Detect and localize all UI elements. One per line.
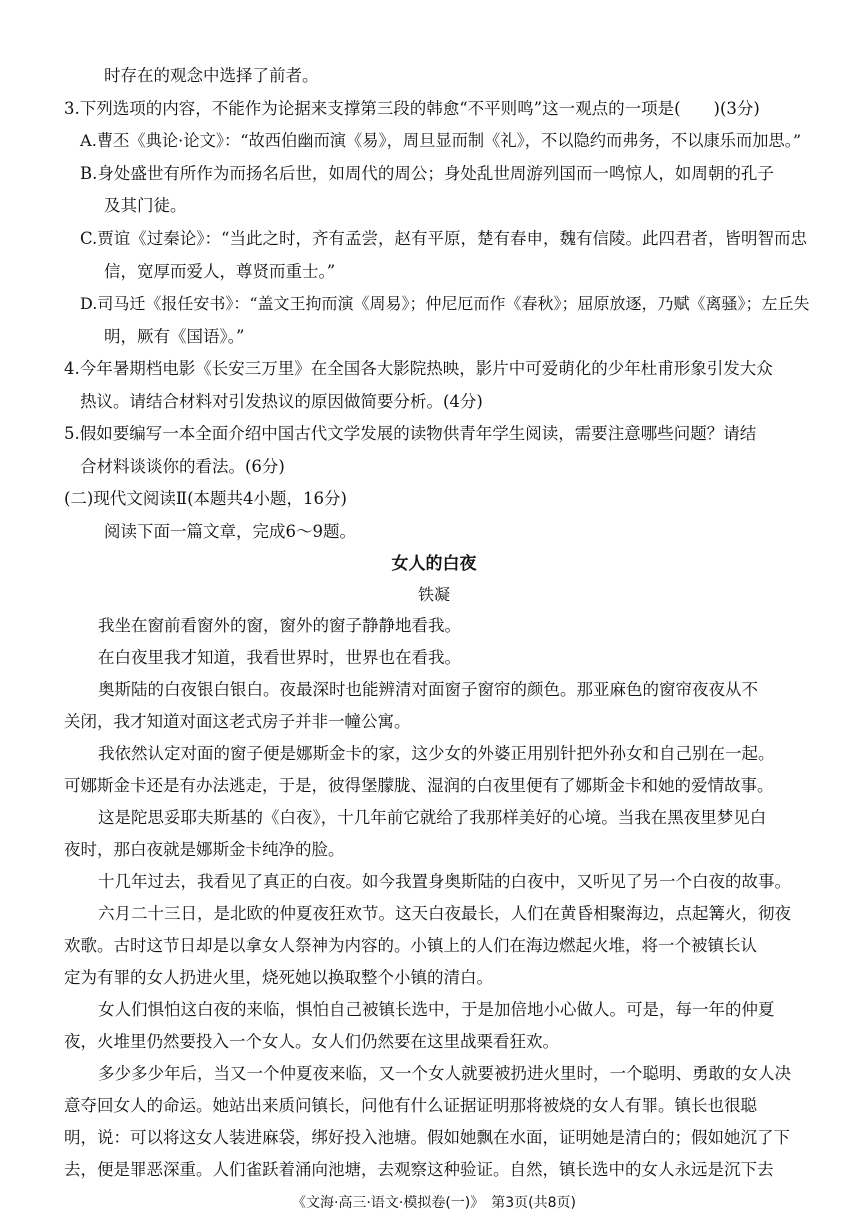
paragraph-line: 关闭，我才知道对面这老式房子并非一幢公寓。	[64, 712, 411, 731]
article-author: 铁凝	[417, 585, 450, 604]
paragraph-line: 奥斯陆的白夜银白银白。夜最深时也能辨清对面窗子窗帘的颜色。那亚麻色的窗帘夜夜从不	[98, 680, 758, 699]
page-footer: 《文海·高三·语文·模拟卷(一)》 第3页(共8页)	[291, 1195, 576, 1211]
paragraph-line: 我依然认定对面的窗子便是娜斯金卡的家，这少女的外婆正用别针把外孙女和自己别在一起。	[98, 744, 775, 763]
question-4: 4.今年暑期档电影《长安三万里》在全国各大影院热映，影片中可爱萌化的少年杜甫形象引发大众	[64, 359, 773, 378]
paragraph-line: 十几年过去，我看见了真正的白夜。如今我置身奥斯陆的白夜中，又听见了另一个白夜的故事。	[98, 872, 791, 891]
section-heading: (二)现代文阅读Ⅱ(本题共4小题，16分)	[64, 489, 347, 508]
option-c: C.贾谊《过秦论》：“当此之时，齐有孟尝，赵有平原，楚有春申，魏有信陵。此四君者，皆明智而忠	[80, 229, 807, 248]
paragraph-line: 六月二十三日，是北欧的仲夏夜狂欢节。这天白夜最长，人们在黄昏相聚海边，点起篝火，彻夜	[98, 904, 791, 923]
paragraph-line: 欢歌。古时这节日却是以拿女人祭神为内容的。小镇上的人们在海边燃起火堆，将一个被镇长认	[64, 936, 757, 955]
option-d: D.司马迁《报任安书》：“盖文王拘而演《周易》；仲尼厄而作《春秋》；屈原放逐，乃赋《离骚》；左丘失	[80, 294, 810, 313]
paragraph-line: 定为有罪的女人扔进火里，烧死她以换取整个小镇的清白。	[64, 968, 493, 987]
option-c-cont: 信，宽厚而爱人，尊贤而重士。”	[104, 262, 336, 281]
paragraph-line: 夜，火堆里仍然要投入一个女人。女人们仍然要在这里战栗看狂欢。	[64, 1032, 559, 1051]
option-d-cont: 明，厥有《国语》。”	[104, 327, 245, 346]
paragraph-line: 意夺回女人的命运。她站出来质问镇长，问他有什么证据证明那将被烧的女人有罪。镇长也很聪	[64, 1096, 757, 1115]
option-b-cont: 及其门徒。	[104, 196, 187, 215]
paragraph-line: 夜时，那白夜就是娜斯金卡纯净的脸。	[64, 840, 345, 859]
question-5: 5.假如要编写一本全面介绍中国古代文学发展的读物供青年学生阅读，需要注意哪些问题？请结	[64, 424, 757, 443]
question-3: 3.下列选项的内容，不能作为论据来支撑第三段的韩愈“不平则鸣”这一观点的一项是( )(3分)	[64, 99, 760, 118]
paragraph-line: 这是陀思妥耶夫斯基的《白夜》，十几年前它就给了我那样美好的心境。当我在黑夜里梦见白	[98, 808, 767, 827]
paragraph-line: 去，便是罪恶深重。人们雀跃着涌向池塘，去观察这种验证。自然，镇长选中的女人永远是沉下去	[64, 1160, 774, 1179]
article-title: 女人的白夜	[391, 554, 477, 574]
option-a: A.曹丕《典论·论文》：“故西伯幽而演《易》，周旦显而制《礼》，不以隐约而弗务，不以康乐而加思。”	[80, 131, 802, 150]
text-line-1: 时存在的观念中选择了前者。	[104, 66, 319, 85]
option-b: B.身处盛世有所作为而扬名后世，如周代的周公；身处乱世周游列国而一鸣惊人，如周朝的孔子	[80, 164, 774, 183]
paragraph-line: 可娜斯金卡还是有办法逃走，于是，彼得堡朦胧、湿润的白夜里便有了娜斯金卡和她的爱情故事。	[64, 776, 774, 795]
paragraph-line: 明，说：可以将这女人装进麻袋，绑好投入池塘。假如她飘在水面，证明她是清白的；假如她沉了下	[64, 1128, 790, 1147]
paragraph-line: 在白夜里我才知道，我看世界时，世界也在看我。	[98, 648, 461, 667]
paragraph-line: 多少多少年后，当又一个仲夏夜来临，又一个女人就要被扔进火里时，一个聪明、勇敢的女人决	[98, 1064, 791, 1083]
reading-instruction: 阅读下面一篇文章，完成6～9题。	[104, 522, 356, 541]
question-5-cont: 合材料谈谈你的看法。(6分)	[80, 457, 285, 476]
paragraph-line: 女人们惧怕这白夜的来临，惧怕自己被镇长选中，于是加倍地小心做人。可是，每一年的仲夏	[98, 1000, 775, 1019]
question-4-cont: 热议。请结合材料对引发热议的原因做简要分析。(4分)	[80, 392, 483, 411]
paragraph-line: 我坐在窗前看窗外的窗，窗外的窗子静静地看我。	[98, 616, 461, 635]
